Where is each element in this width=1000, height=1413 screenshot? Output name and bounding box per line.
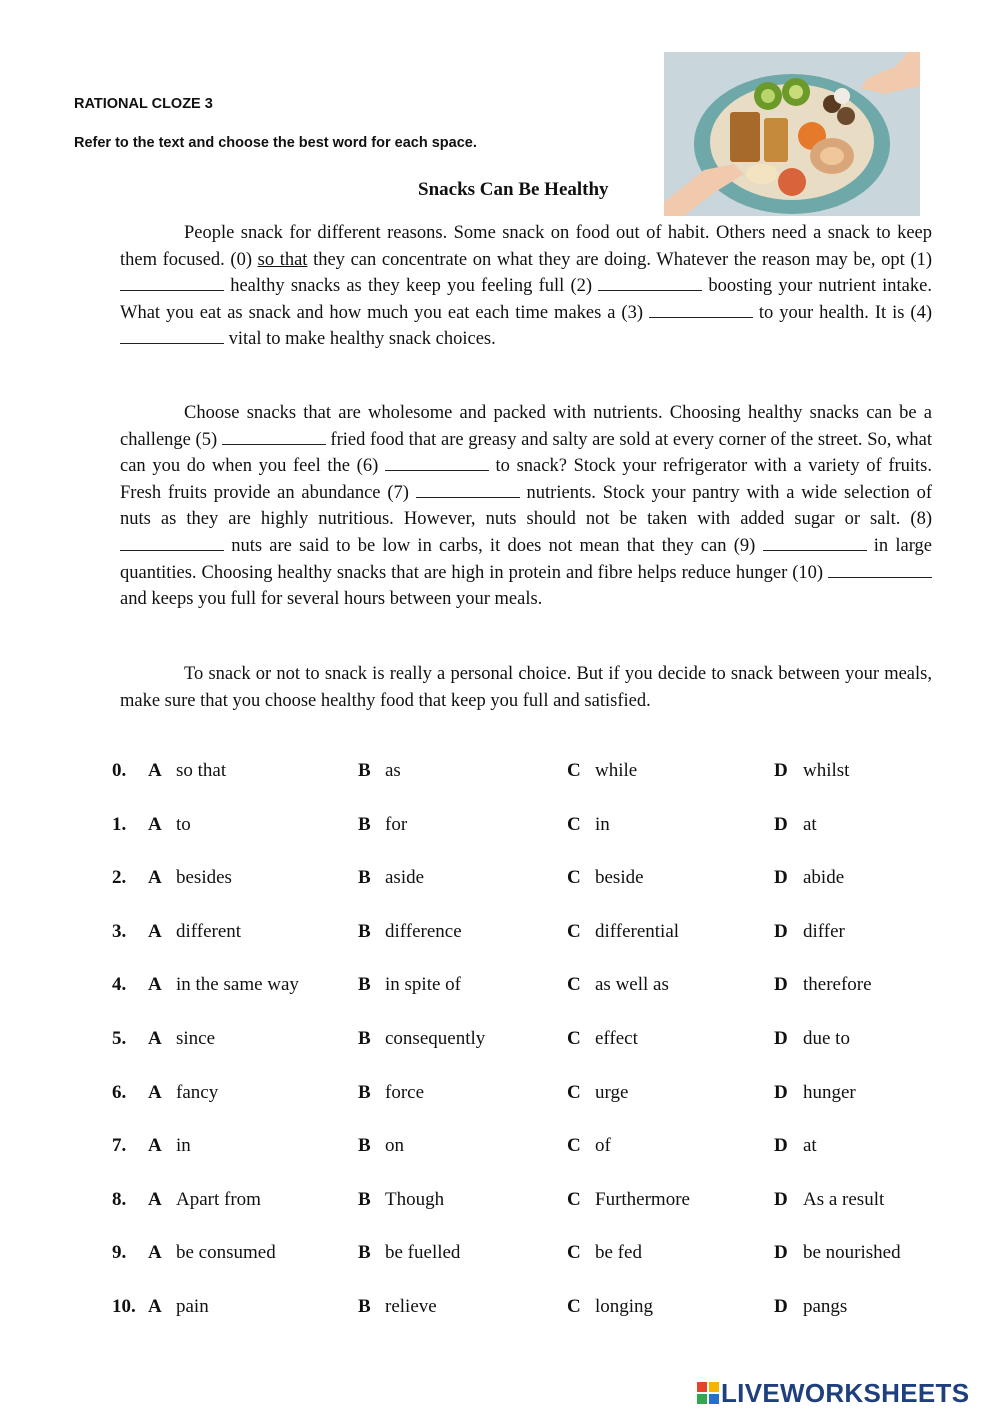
option-b-letter: B xyxy=(358,1135,371,1157)
option-d-letter: D xyxy=(774,974,788,996)
p1-text-5: to your health. It is (4) xyxy=(752,302,932,323)
question-row xyxy=(112,1135,952,1189)
option-b[interactable]: be fuelled xyxy=(385,1242,461,1264)
option-a[interactable]: to xyxy=(176,813,191,835)
blank-5[interactable] xyxy=(222,428,326,445)
option-c-letter: C xyxy=(567,867,581,889)
option-b[interactable]: Though xyxy=(385,1188,445,1210)
option-b[interactable]: on xyxy=(385,1135,404,1157)
liveworksheets-logo-icon xyxy=(697,1382,719,1404)
option-d[interactable]: at xyxy=(803,1135,817,1157)
option-d[interactable]: due to xyxy=(803,1027,850,1049)
option-a[interactable]: so that xyxy=(176,760,227,781)
blank-8[interactable] xyxy=(120,534,224,551)
question-number: 9. xyxy=(112,1242,127,1264)
snack-bowl-photo xyxy=(664,52,920,216)
question-number: 5. xyxy=(112,1027,127,1049)
option-b[interactable]: as xyxy=(385,760,401,781)
option-b-letter: B xyxy=(358,974,371,996)
question-number: 4. xyxy=(112,974,127,996)
option-d-letter: D xyxy=(774,1081,788,1103)
option-b-letter: B xyxy=(358,1081,371,1103)
option-a-letter: A xyxy=(148,867,162,889)
p1-text-3: healthy snacks as they keep you feeling full (2) xyxy=(224,276,599,297)
option-a[interactable]: different xyxy=(176,920,242,942)
paragraph-1 xyxy=(120,220,932,353)
blank-3[interactable] xyxy=(649,301,753,318)
question-row xyxy=(112,1242,952,1296)
option-d-letter: D xyxy=(774,1188,788,1210)
p1-text-6: vital to make healthy snack choices. xyxy=(224,329,496,350)
option-c-letter: C xyxy=(567,974,581,996)
question-row xyxy=(112,1189,952,1243)
liveworksheets-logo xyxy=(697,1378,969,1408)
option-b-letter: B xyxy=(358,867,371,889)
p1-text-2: they can concentrate on what they are doing. Whatever the reason may be, opt (1) xyxy=(307,249,932,270)
blank-4[interactable] xyxy=(120,327,224,344)
question-number: 2. xyxy=(112,867,127,889)
option-c-letter: C xyxy=(567,1295,581,1317)
option-d[interactable]: at xyxy=(803,813,817,835)
option-d-letter: D xyxy=(774,760,788,781)
option-b-letter: B xyxy=(358,1295,371,1317)
option-a-letter: A xyxy=(148,813,162,835)
question-row xyxy=(112,974,952,1028)
answer-options xyxy=(112,760,952,1350)
paragraph-2 xyxy=(120,400,932,613)
option-b-letter: B xyxy=(358,1188,371,1210)
option-b[interactable]: aside xyxy=(385,867,425,889)
option-c[interactable]: in xyxy=(595,813,610,835)
option-c[interactable]: longing xyxy=(595,1295,654,1317)
option-d-letter: D xyxy=(774,813,788,835)
option-d[interactable]: whilst xyxy=(803,760,850,781)
option-a[interactable]: be consumed xyxy=(176,1242,276,1264)
question-number: 1. xyxy=(112,813,127,835)
option-a[interactable]: fancy xyxy=(176,1081,219,1103)
p2-text-6: in large quantities. Choosing healthy snacks that are high in protein and fibre helps reduce hunger (10) xyxy=(120,535,932,583)
option-a[interactable]: since xyxy=(176,1027,216,1049)
option-a[interactable]: pain xyxy=(176,1295,209,1317)
option-a[interactable]: in the same way xyxy=(176,974,299,996)
option-a[interactable]: in xyxy=(176,1135,191,1157)
question-row xyxy=(112,1082,952,1136)
blank-9[interactable] xyxy=(763,534,867,551)
option-c[interactable]: beside xyxy=(595,867,644,889)
option-c[interactable]: urge xyxy=(595,1081,629,1103)
option-c-letter: C xyxy=(567,760,581,781)
question-number: 7. xyxy=(112,1135,127,1157)
option-d-letter: D xyxy=(774,1242,788,1264)
option-b[interactable]: consequently xyxy=(385,1027,486,1049)
liveworksheets-logo-text: LIVEWORKSHEETS xyxy=(721,1377,970,1408)
p3-text: To snack or not to snack is really a personal choice. But if you decide to snack between your meals, make sure that you choose healthy food that keep you full and satisfied. xyxy=(120,664,932,711)
question-number: 6. xyxy=(112,1081,127,1103)
option-c-letter: C xyxy=(567,813,581,835)
p2-text-2: fried food that are greasy and salty are sold at every corner of the street. So, what can you do when you feel the (6) xyxy=(120,429,932,477)
option-a-letter: A xyxy=(148,1188,162,1210)
option-a-letter: A xyxy=(148,920,162,942)
option-d[interactable]: be nourished xyxy=(803,1242,901,1264)
option-d[interactable]: As a result xyxy=(803,1188,885,1210)
option-b-letter: B xyxy=(358,920,371,942)
question-row xyxy=(112,760,952,814)
question-number: 0. xyxy=(112,760,127,781)
p2-text-7: and keeps you full for several hours between your meals. xyxy=(120,589,543,610)
option-c-letter: C xyxy=(567,1027,581,1049)
option-b-letter: B xyxy=(358,1242,371,1264)
blank-7[interactable] xyxy=(416,481,520,498)
question-number: 8. xyxy=(112,1188,127,1210)
option-a[interactable]: Apart from xyxy=(176,1188,261,1210)
p2-text-4: nutrients. Stock your pantry with a wide selection of nuts as they are highly nutritious. However, nuts should not be taken with added sugar or salt. (8) xyxy=(120,482,932,530)
option-c[interactable]: effect xyxy=(595,1027,638,1049)
question-row xyxy=(112,921,952,975)
option-a-letter: A xyxy=(148,1295,162,1317)
option-c[interactable]: as well as xyxy=(595,974,669,996)
p1-text-4: boosting your nutrient intake. What you eat as snack and how much you eat each time makes a (3) xyxy=(120,276,932,323)
option-d[interactable]: pangs xyxy=(803,1295,848,1317)
option-d[interactable]: therefore xyxy=(803,974,872,996)
question-row xyxy=(112,1296,952,1350)
option-d-letter: D xyxy=(774,920,788,942)
option-d-letter: D xyxy=(774,867,788,889)
option-c-letter: C xyxy=(567,1081,581,1103)
option-c-letter: C xyxy=(567,920,581,942)
question-number: 3. xyxy=(112,920,127,942)
blank-10[interactable] xyxy=(828,561,932,578)
worksheet-title: RATIONAL CLOZE 3 xyxy=(74,96,213,112)
option-c-letter: C xyxy=(567,1188,581,1210)
p2-text-3: to snack? Stock your refrigerator with a variety of fruits. Fresh fruits provide an abundance (7) xyxy=(120,456,932,503)
option-a[interactable]: besides xyxy=(176,867,232,889)
option-a-letter: A xyxy=(148,1027,162,1049)
instructions: Refer to the text and choose the best word for each space. xyxy=(74,135,477,151)
option-b[interactable]: relieve xyxy=(385,1295,437,1317)
question-row xyxy=(112,867,952,921)
p2-text-1: Choose snacks that are wholesome and packed with nutrients. Choosing healthy snacks can be a challenge (5) xyxy=(120,403,932,450)
option-a-letter: A xyxy=(148,760,162,781)
option-d-letter: D xyxy=(774,1135,788,1157)
option-a-letter: A xyxy=(148,974,162,996)
option-d[interactable]: hunger xyxy=(803,1081,856,1103)
option-b[interactable]: in spite of xyxy=(385,974,461,996)
option-b-letter: B xyxy=(358,1027,371,1049)
option-a-letter: A xyxy=(148,1242,162,1264)
blank-1[interactable] xyxy=(120,274,224,291)
option-c[interactable]: differential xyxy=(595,920,680,942)
question-row xyxy=(112,814,952,868)
option-d-letter: D xyxy=(774,1027,788,1049)
question-row xyxy=(112,1028,952,1082)
option-c[interactable]: Furthermore xyxy=(595,1188,690,1210)
option-c[interactable]: be fed xyxy=(595,1242,642,1264)
option-b[interactable]: for xyxy=(385,813,408,835)
option-c[interactable]: of xyxy=(595,1135,611,1157)
option-c-letter: C xyxy=(567,1135,581,1157)
article-heading: Snacks Can Be Healthy xyxy=(418,179,609,200)
p2-text-5: nuts are said to be low in carbs, it does not mean that they can (9) xyxy=(224,535,763,556)
paragraph-3 xyxy=(120,661,932,714)
option-a-letter: A xyxy=(148,1081,162,1103)
option-b-letter: B xyxy=(358,813,371,835)
option-d[interactable]: differ xyxy=(803,920,845,942)
option-c[interactable]: while xyxy=(595,760,638,781)
question-number: 10. xyxy=(112,1295,136,1317)
option-b[interactable]: difference xyxy=(385,920,462,942)
option-d[interactable]: abide xyxy=(803,867,845,889)
example-answer: so that xyxy=(257,249,308,270)
option-a-letter: A xyxy=(148,1135,162,1157)
option-d-letter: D xyxy=(774,1295,788,1317)
blank-2[interactable] xyxy=(598,274,702,291)
p1-text-1: People snack for different reasons. Some snack on food out of habit. Others need a snack to keep them focused. (0) xyxy=(120,223,932,270)
option-b-letter: B xyxy=(358,760,371,781)
option-c-letter: C xyxy=(567,1242,581,1264)
blank-6[interactable] xyxy=(385,454,489,471)
option-b[interactable]: force xyxy=(385,1081,425,1103)
